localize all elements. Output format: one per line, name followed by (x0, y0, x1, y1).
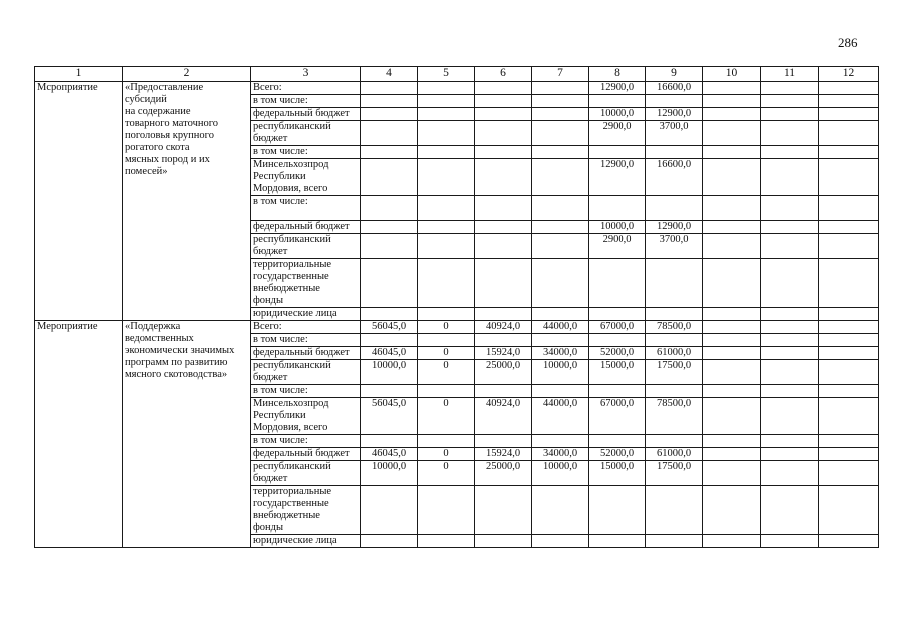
year-value-cell (589, 334, 646, 347)
funding-source-line: Минсельхозпрод (253, 398, 329, 409)
year-value-cell (819, 535, 879, 548)
year-value-cell (761, 385, 819, 398)
year-value-cell (418, 121, 475, 146)
year-value-cell (532, 108, 589, 121)
activity-name-cell (123, 321, 251, 548)
year-value-cell (703, 486, 761, 535)
year-value-cell (532, 486, 589, 535)
year-value-cell (646, 259, 703, 308)
year-value-cell (361, 221, 418, 234)
year-value-cell (703, 146, 761, 159)
year-value-cell: 12900,0 (589, 82, 646, 95)
year-value-cell: 61000,0 (646, 347, 703, 360)
funding-source-line: республиканский (253, 234, 331, 245)
funding-source-line: государственные (253, 271, 329, 282)
year-value-cell (589, 385, 646, 398)
year-value-cell (819, 259, 879, 308)
year-value-cell (819, 221, 879, 234)
funding-source-line: фонды (253, 295, 284, 306)
funding-source-line: республиканский (253, 360, 331, 371)
year-value-cell (703, 385, 761, 398)
year-value-cell (361, 308, 418, 321)
funding-source-cell (251, 196, 361, 221)
year-value-cell (703, 121, 761, 146)
year-value-cell: 46045,0 (361, 347, 418, 360)
year-value-cell (532, 159, 589, 196)
column-header: 12 (819, 67, 879, 82)
year-value-cell (589, 435, 646, 448)
year-value-cell (761, 448, 819, 461)
funding-source-cell (251, 234, 361, 259)
year-value-cell (703, 234, 761, 259)
year-value-cell (761, 461, 819, 486)
year-value-cell: 10000,0 (532, 360, 589, 385)
year-value-cell: 3700,0 (646, 234, 703, 259)
funding-source-line: Республики (253, 171, 306, 182)
activity-name-line: «Предоставление (125, 82, 204, 93)
year-value-cell (589, 146, 646, 159)
year-value-cell (819, 321, 879, 334)
year-value-cell (703, 461, 761, 486)
funding-source-cell (251, 385, 361, 398)
year-value-cell: 52000,0 (589, 347, 646, 360)
year-value-cell (532, 334, 589, 347)
year-value-cell (819, 398, 879, 435)
funding-source-line: в том числе: (253, 196, 308, 207)
year-value-cell: 67000,0 (589, 321, 646, 334)
year-value-cell (646, 95, 703, 108)
year-value-cell (703, 82, 761, 95)
year-value-cell (418, 385, 475, 398)
year-value-cell: 78500,0 (646, 398, 703, 435)
funding-source-line: республиканский (253, 121, 331, 132)
year-value-cell: 0 (418, 461, 475, 486)
activity-name-cell (123, 82, 251, 321)
funding-source-line: федеральный бюджет (253, 221, 350, 232)
year-value-cell (703, 321, 761, 334)
year-value-cell (646, 385, 703, 398)
year-value-cell (703, 259, 761, 308)
funding-source-line: внебюджетные (253, 510, 320, 521)
year-value-cell (475, 82, 532, 95)
year-value-cell (703, 221, 761, 234)
year-value-cell (819, 435, 879, 448)
year-value-cell (589, 486, 646, 535)
year-value-cell: 56045,0 (361, 398, 418, 435)
year-value-cell (761, 321, 819, 334)
year-value-cell (418, 259, 475, 308)
year-value-cell: 10000,0 (589, 108, 646, 121)
column-header: 7 (532, 67, 589, 82)
year-value-cell (761, 221, 819, 234)
year-value-cell (646, 486, 703, 535)
funding-source-cell (251, 535, 361, 548)
year-value-cell: 10000,0 (361, 360, 418, 385)
year-value-cell (819, 347, 879, 360)
year-value-cell (761, 82, 819, 95)
year-value-cell (703, 196, 761, 221)
year-value-cell (819, 308, 879, 321)
year-value-cell (532, 82, 589, 95)
year-value-cell: 15924,0 (475, 347, 532, 360)
activity-name-line: помесей» (125, 166, 168, 177)
year-value-cell: 61000,0 (646, 448, 703, 461)
year-value-cell (703, 334, 761, 347)
activity-name-line: экономически значимых (125, 345, 235, 356)
funding-source-line: Мордовия, всего (253, 422, 328, 433)
funding-source-line: Мордовия, всего (253, 183, 328, 194)
year-value-cell: 52000,0 (589, 448, 646, 461)
year-value-cell (475, 334, 532, 347)
funding-source-cell (251, 259, 361, 308)
year-value-cell (475, 435, 532, 448)
year-value-cell (418, 196, 475, 221)
year-value-cell (819, 486, 879, 535)
budget-table (34, 66, 879, 548)
year-value-cell (761, 259, 819, 308)
funding-source-cell (251, 435, 361, 448)
year-value-cell (361, 234, 418, 259)
funding-source-cell (251, 221, 361, 234)
funding-source-cell (251, 108, 361, 121)
year-value-cell (819, 461, 879, 486)
year-value-cell (761, 95, 819, 108)
year-value-cell (761, 121, 819, 146)
year-value-cell (361, 259, 418, 308)
funding-source-line: Минсельхозпрод (253, 159, 329, 170)
year-value-cell (819, 385, 879, 398)
activity-name-line: программ по развитию (125, 357, 228, 368)
year-value-cell (646, 435, 703, 448)
year-value-cell (761, 435, 819, 448)
column-header: 3 (251, 67, 361, 82)
activity-name-line: субсидий (125, 94, 167, 105)
year-value-cell (646, 535, 703, 548)
year-value-cell (418, 486, 475, 535)
year-value-cell: 44000,0 (532, 321, 589, 334)
funding-source-line: в том числе: (253, 334, 308, 345)
funding-source-line: бюджет (253, 473, 288, 484)
funding-source-cell (251, 360, 361, 385)
funding-source-line: государственные (253, 498, 329, 509)
year-value-cell (761, 108, 819, 121)
year-value-cell (703, 360, 761, 385)
table-row (35, 321, 879, 334)
funding-source-cell (251, 486, 361, 535)
year-value-cell: 17500,0 (646, 360, 703, 385)
year-value-cell (819, 448, 879, 461)
year-value-cell (589, 259, 646, 308)
year-value-cell (703, 159, 761, 196)
funding-source-cell (251, 159, 361, 196)
year-value-cell (361, 385, 418, 398)
year-value-cell (761, 234, 819, 259)
year-value-cell (418, 82, 475, 95)
funding-source-line: внебюджетные (253, 283, 320, 294)
year-value-cell (475, 385, 532, 398)
year-value-cell (532, 146, 589, 159)
year-value-cell (475, 196, 532, 221)
year-value-cell: 0 (418, 321, 475, 334)
funding-source-cell (251, 448, 361, 461)
year-value-cell (761, 398, 819, 435)
funding-source-line: бюджет (253, 246, 288, 257)
year-value-cell (532, 435, 589, 448)
funding-source-cell (251, 146, 361, 159)
column-header: 10 (703, 67, 761, 82)
year-value-cell (819, 108, 879, 121)
funding-source-cell (251, 95, 361, 108)
funding-source-cell (251, 321, 361, 334)
year-value-cell (361, 334, 418, 347)
year-value-cell (361, 159, 418, 196)
year-value-cell: 34000,0 (532, 448, 589, 461)
year-value-cell (418, 108, 475, 121)
column-header: 1 (35, 67, 123, 82)
year-value-cell (475, 159, 532, 196)
year-value-cell (703, 398, 761, 435)
year-value-cell (819, 334, 879, 347)
year-value-cell (761, 196, 819, 221)
year-value-cell (532, 196, 589, 221)
year-value-cell: 17500,0 (646, 461, 703, 486)
year-value-cell (646, 334, 703, 347)
funding-source-cell (251, 82, 361, 95)
year-value-cell: 46045,0 (361, 448, 418, 461)
column-header: 2 (123, 67, 251, 82)
column-header: 5 (418, 67, 475, 82)
year-value-cell (475, 146, 532, 159)
year-value-cell (761, 360, 819, 385)
table-row (35, 82, 879, 95)
year-value-cell (475, 221, 532, 234)
year-value-cell (646, 146, 703, 159)
year-value-cell (532, 234, 589, 259)
year-value-cell: 25000,0 (475, 360, 532, 385)
year-value-cell: 16600,0 (646, 82, 703, 95)
year-value-cell: 12900,0 (646, 221, 703, 234)
year-value-cell (819, 159, 879, 196)
year-value-cell (361, 486, 418, 535)
activity-name-line: «Поддержка (125, 321, 181, 332)
year-value-cell (761, 347, 819, 360)
year-value-cell (361, 435, 418, 448)
year-value-cell (475, 108, 532, 121)
year-value-cell (475, 535, 532, 548)
activity-name-line: товарного маточного (125, 118, 219, 129)
activity-name-line: мясных пород и их (125, 154, 210, 165)
activity-name-line: рогатого скота (125, 142, 190, 153)
year-value-cell (532, 95, 589, 108)
funding-source-line: территориальные (253, 486, 332, 497)
year-value-cell: 78500,0 (646, 321, 703, 334)
year-value-cell (532, 535, 589, 548)
year-value-cell (703, 347, 761, 360)
funding-source-line: в том числе: (253, 95, 308, 106)
year-value-cell: 15000,0 (589, 461, 646, 486)
funding-source-line: республиканский (253, 461, 331, 472)
year-value-cell: 10000,0 (589, 221, 646, 234)
year-value-cell (703, 435, 761, 448)
year-value-cell (475, 308, 532, 321)
year-value-cell (819, 82, 879, 95)
year-value-cell (361, 95, 418, 108)
year-value-cell (532, 308, 589, 321)
year-value-cell: 0 (418, 360, 475, 385)
funding-source-line: федеральный бюджет (253, 108, 350, 119)
year-value-cell (589, 535, 646, 548)
year-value-cell (589, 95, 646, 108)
funding-source-line: в том числе: (253, 435, 308, 446)
year-value-cell (761, 159, 819, 196)
funding-source-line: федеральный бюджет (253, 347, 350, 358)
year-value-cell (761, 308, 819, 321)
year-value-cell (589, 308, 646, 321)
year-value-cell (819, 95, 879, 108)
year-value-cell (418, 95, 475, 108)
funding-source-cell (251, 347, 361, 360)
year-value-cell (532, 221, 589, 234)
year-value-cell (475, 95, 532, 108)
funding-source-cell (251, 461, 361, 486)
year-value-cell (361, 196, 418, 221)
activity-name-line: мясного скотоводства» (125, 369, 228, 380)
year-value-cell: 15924,0 (475, 448, 532, 461)
year-value-cell: 56045,0 (361, 321, 418, 334)
year-value-cell (703, 308, 761, 321)
year-value-cell (475, 259, 532, 308)
year-value-cell (819, 121, 879, 146)
funding-source-line: федеральный бюджет (253, 448, 350, 459)
year-value-cell: 0 (418, 448, 475, 461)
year-value-cell (418, 159, 475, 196)
page-number: 286 (838, 35, 858, 50)
column-header: 6 (475, 67, 532, 82)
year-value-cell (703, 108, 761, 121)
year-value-cell (819, 146, 879, 159)
funding-source-line: Всего: (253, 321, 282, 332)
year-value-cell (418, 146, 475, 159)
funding-source-line: бюджет (253, 372, 288, 383)
year-value-cell: 10000,0 (532, 461, 589, 486)
funding-source-cell (251, 398, 361, 435)
funding-source-line: Республики (253, 410, 306, 421)
activity-name-line: поголовья крупного (125, 130, 214, 141)
funding-source-line: юридические лица (253, 308, 337, 319)
year-value-cell (761, 486, 819, 535)
year-value-cell: 16600,0 (646, 159, 703, 196)
year-value-cell (475, 234, 532, 259)
year-value-cell (761, 146, 819, 159)
year-value-cell: 40924,0 (475, 398, 532, 435)
year-value-cell: 2900,0 (589, 121, 646, 146)
year-value-cell (361, 146, 418, 159)
year-value-cell (418, 234, 475, 259)
funding-source-line: в том числе: (253, 146, 308, 157)
funding-source-line: фонды (253, 522, 284, 533)
activity-type-cell: Мсроприятие (35, 82, 123, 321)
funding-source-cell (251, 121, 361, 146)
year-value-cell (532, 259, 589, 308)
table-body (35, 67, 879, 548)
header-row (35, 67, 879, 82)
year-value-cell (361, 108, 418, 121)
funding-source-line: бюджет (253, 133, 288, 144)
funding-source-line: территориальные (253, 259, 332, 270)
year-value-cell (361, 121, 418, 146)
column-header: 11 (761, 67, 819, 82)
year-value-cell (646, 196, 703, 221)
year-value-cell (475, 121, 532, 146)
column-header: 9 (646, 67, 703, 82)
funding-source-line: юридические лица (253, 535, 337, 546)
column-header: 4 (361, 67, 418, 82)
year-value-cell (418, 308, 475, 321)
year-value-cell (418, 535, 475, 548)
activity-name-line: на содержание (125, 106, 191, 117)
activity-type-cell: Мероприятие (35, 321, 123, 548)
activity-name-line: ведомственных (125, 333, 194, 344)
year-value-cell (819, 234, 879, 259)
year-value-cell (361, 535, 418, 548)
year-value-cell (819, 196, 879, 221)
year-value-cell (761, 535, 819, 548)
funding-source-cell (251, 334, 361, 347)
year-value-cell: 3700,0 (646, 121, 703, 146)
year-value-cell (475, 486, 532, 535)
funding-source-cell (251, 308, 361, 321)
column-header: 8 (589, 67, 646, 82)
year-value-cell: 44000,0 (532, 398, 589, 435)
year-value-cell: 0 (418, 398, 475, 435)
year-value-cell (532, 385, 589, 398)
year-value-cell: 15000,0 (589, 360, 646, 385)
year-value-cell (819, 360, 879, 385)
year-value-cell: 25000,0 (475, 461, 532, 486)
year-value-cell: 0 (418, 347, 475, 360)
year-value-cell (418, 435, 475, 448)
funding-source-line: Всего: (253, 82, 282, 93)
year-value-cell: 10000,0 (361, 461, 418, 486)
year-value-cell: 2900,0 (589, 234, 646, 259)
year-value-cell (761, 334, 819, 347)
year-value-cell (703, 535, 761, 548)
funding-source-line: в том числе: (253, 385, 308, 396)
year-value-cell (646, 308, 703, 321)
year-value-cell (589, 196, 646, 221)
year-value-cell (532, 121, 589, 146)
year-value-cell: 67000,0 (589, 398, 646, 435)
year-value-cell (703, 448, 761, 461)
year-value-cell (418, 334, 475, 347)
year-value-cell: 12900,0 (589, 159, 646, 196)
year-value-cell: 12900,0 (646, 108, 703, 121)
year-value-cell (703, 95, 761, 108)
year-value-cell: 34000,0 (532, 347, 589, 360)
year-value-cell: 40924,0 (475, 321, 532, 334)
year-value-cell (418, 221, 475, 234)
year-value-cell (361, 82, 418, 95)
